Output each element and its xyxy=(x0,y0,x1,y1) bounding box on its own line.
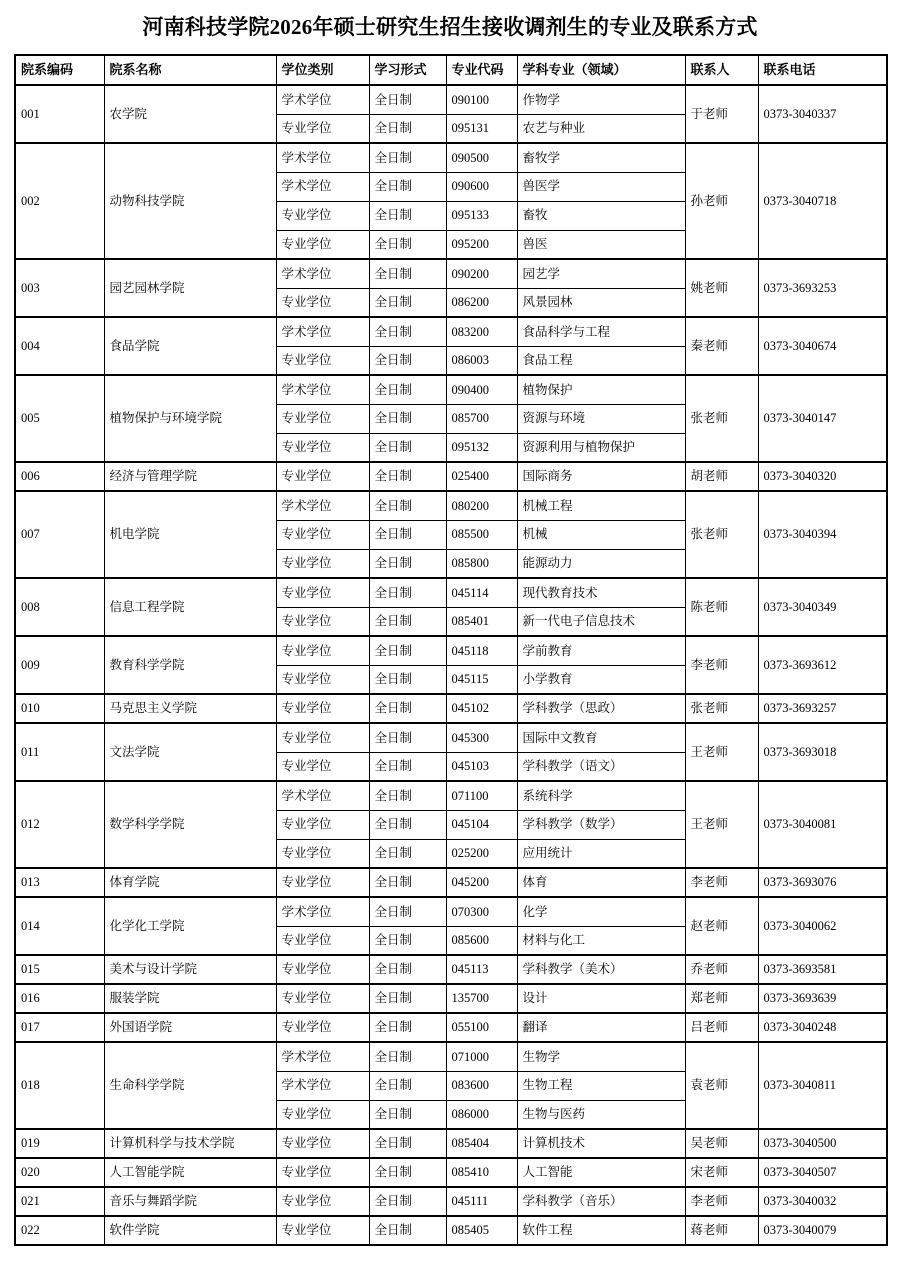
cell-degree-type: 专业学位 xyxy=(276,955,369,984)
cell-major-code: 090400 xyxy=(446,375,517,404)
cell-discipline-field: 学前教育 xyxy=(517,636,685,665)
cell-major-code: 086200 xyxy=(446,288,517,317)
cell-study-form: 全日制 xyxy=(369,607,446,636)
cell-degree-type: 学术学位 xyxy=(276,897,369,926)
cell-degree-type: 专业学位 xyxy=(276,1129,369,1158)
cell-discipline-field: 国际商务 xyxy=(517,462,685,491)
cell-study-form: 全日制 xyxy=(369,955,446,984)
cell-discipline-field: 现代教育技术 xyxy=(517,578,685,607)
column-header-major-code: 专业代码 xyxy=(446,55,517,85)
cell-study-form: 全日制 xyxy=(369,230,446,259)
cell-major-code: 090200 xyxy=(446,259,517,288)
cell-contact-phone: 0373-3040811 xyxy=(758,1042,887,1129)
cell-degree-type: 专业学位 xyxy=(276,723,369,752)
cell-department-name: 化学化工学院 xyxy=(104,897,276,955)
cell-degree-type: 学术学位 xyxy=(276,317,369,346)
cell-degree-type: 学术学位 xyxy=(276,172,369,201)
cell-discipline-field: 生物与医药 xyxy=(517,1100,685,1129)
cell-discipline-field: 资源与环境 xyxy=(517,404,685,433)
cell-major-code: 045300 xyxy=(446,723,517,752)
cell-contact-phone: 0373-3693253 xyxy=(758,259,887,317)
cell-degree-type: 学术学位 xyxy=(276,491,369,520)
cell-contact-person: 陈老师 xyxy=(685,578,758,636)
cell-contact-person: 宋老师 xyxy=(685,1158,758,1187)
cell-department-name: 马克思主义学院 xyxy=(104,694,276,723)
cell-study-form: 全日制 xyxy=(369,926,446,955)
cell-contact-person: 张老师 xyxy=(685,375,758,462)
cell-department-name: 动物科技学院 xyxy=(104,143,276,259)
column-header-discipline-field: 学科专业（领域） xyxy=(517,55,685,85)
cell-contact-person: 张老师 xyxy=(685,491,758,578)
cell-major-code: 085401 xyxy=(446,607,517,636)
column-header-study-form: 学习形式 xyxy=(369,55,446,85)
table-row xyxy=(15,1013,887,1042)
cell-degree-type: 专业学位 xyxy=(276,520,369,549)
cell-degree-type: 学术学位 xyxy=(276,259,369,288)
cell-major-code: 083200 xyxy=(446,317,517,346)
cell-contact-phone: 0373-3040507 xyxy=(758,1158,887,1187)
cell-major-code: 071000 xyxy=(446,1042,517,1071)
cell-study-form: 全日制 xyxy=(369,491,446,520)
cell-contact-phone: 0373-3040079 xyxy=(758,1216,887,1245)
cell-study-form: 全日制 xyxy=(369,201,446,230)
cell-major-code: 055100 xyxy=(446,1013,517,1042)
cell-department-code: 019 xyxy=(15,1129,104,1158)
cell-degree-type: 专业学位 xyxy=(276,810,369,839)
cell-contact-person: 李老师 xyxy=(685,636,758,694)
cell-discipline-field: 材料与化工 xyxy=(517,926,685,955)
cell-degree-type: 学术学位 xyxy=(276,375,369,404)
cell-department-name: 文法学院 xyxy=(104,723,276,781)
cell-study-form: 全日制 xyxy=(369,810,446,839)
cell-discipline-field: 学科教学（音乐） xyxy=(517,1187,685,1216)
cell-degree-type: 专业学位 xyxy=(276,549,369,578)
page-title: 河南科技学院2026年硕士研究生招生接收调剂生的专业及联系方式 xyxy=(142,15,758,39)
cell-major-code: 090500 xyxy=(446,143,517,172)
cell-study-form: 全日制 xyxy=(369,172,446,201)
column-header-department-code: 院系编码 xyxy=(15,55,104,85)
cell-department-code: 012 xyxy=(15,781,104,868)
cell-contact-phone: 0373-3040320 xyxy=(758,462,887,491)
cell-degree-type: 专业学位 xyxy=(276,404,369,433)
cell-contact-person: 王老师 xyxy=(685,781,758,868)
cell-discipline-field: 化学 xyxy=(517,897,685,926)
cell-contact-person: 张老师 xyxy=(685,694,758,723)
cell-contact-phone: 0373-3693639 xyxy=(758,984,887,1013)
cell-contact-phone: 0373-3040718 xyxy=(758,143,887,259)
cell-study-form: 全日制 xyxy=(369,781,446,810)
table-row xyxy=(15,984,887,1013)
cell-study-form: 全日制 xyxy=(369,404,446,433)
cell-study-form: 全日制 xyxy=(369,462,446,491)
cell-department-code: 006 xyxy=(15,462,104,491)
cell-department-code: 009 xyxy=(15,636,104,694)
cell-discipline-field: 兽医学 xyxy=(517,172,685,201)
cell-major-code: 045118 xyxy=(446,636,517,665)
cell-department-name: 服装学院 xyxy=(104,984,276,1013)
cell-contact-person: 吕老师 xyxy=(685,1013,758,1042)
cell-degree-type: 学术学位 xyxy=(276,85,369,114)
cell-study-form: 全日制 xyxy=(369,636,446,665)
cell-discipline-field: 学科教学（思政） xyxy=(517,694,685,723)
cell-discipline-field: 机械 xyxy=(517,520,685,549)
cell-major-code: 045103 xyxy=(446,752,517,781)
table-row xyxy=(15,317,887,346)
cell-discipline-field: 畜牧学 xyxy=(517,143,685,172)
cell-degree-type: 专业学位 xyxy=(276,1216,369,1245)
cell-contact-phone: 0373-3040147 xyxy=(758,375,887,462)
cell-department-name: 计算机科学与技术学院 xyxy=(104,1129,276,1158)
cell-contact-phone: 0373-3693018 xyxy=(758,723,887,781)
cell-department-name: 数学科学学院 xyxy=(104,781,276,868)
cell-degree-type: 专业学位 xyxy=(276,665,369,694)
table-row xyxy=(15,143,887,172)
cell-department-name: 园艺园林学院 xyxy=(104,259,276,317)
column-header-contact-person: 联系人 xyxy=(685,55,758,85)
cell-major-code: 083600 xyxy=(446,1071,517,1100)
cell-degree-type: 专业学位 xyxy=(276,1158,369,1187)
cell-study-form: 全日制 xyxy=(369,723,446,752)
cell-department-name: 机电学院 xyxy=(104,491,276,578)
cell-degree-type: 专业学位 xyxy=(276,636,369,665)
table-row xyxy=(15,868,887,897)
cell-department-name: 体育学院 xyxy=(104,868,276,897)
cell-department-code: 008 xyxy=(15,578,104,636)
cell-contact-person: 李老师 xyxy=(685,868,758,897)
cell-major-code: 045115 xyxy=(446,665,517,694)
cell-contact-person: 赵老师 xyxy=(685,897,758,955)
cell-discipline-field: 生物学 xyxy=(517,1042,685,1071)
cell-degree-type: 专业学位 xyxy=(276,433,369,462)
cell-study-form: 全日制 xyxy=(369,1100,446,1129)
cell-contact-phone: 0373-3040500 xyxy=(758,1129,887,1158)
cell-discipline-field: 兽医 xyxy=(517,230,685,259)
cell-department-name: 食品学院 xyxy=(104,317,276,375)
cell-degree-type: 专业学位 xyxy=(276,230,369,259)
cell-study-form: 全日制 xyxy=(369,433,446,462)
cell-department-code: 011 xyxy=(15,723,104,781)
cell-contact-person: 孙老师 xyxy=(685,143,758,259)
cell-contact-person: 乔老师 xyxy=(685,955,758,984)
cell-discipline-field: 新一代电子信息技术 xyxy=(517,607,685,636)
cell-contact-phone: 0373-3693257 xyxy=(758,694,887,723)
table-row xyxy=(15,1216,887,1245)
cell-contact-phone: 0373-3040081 xyxy=(758,781,887,868)
cell-contact-phone: 0373-3040674 xyxy=(758,317,887,375)
cell-discipline-field: 作物学 xyxy=(517,85,685,114)
cell-contact-person: 郑老师 xyxy=(685,984,758,1013)
cell-department-code: 017 xyxy=(15,1013,104,1042)
cell-department-name: 教育科学学院 xyxy=(104,636,276,694)
cell-study-form: 全日制 xyxy=(369,1042,446,1071)
cell-contact-phone: 0373-3693076 xyxy=(758,868,887,897)
cell-degree-type: 专业学位 xyxy=(276,926,369,955)
cell-department-name: 生命科学学院 xyxy=(104,1042,276,1129)
cell-major-code: 086003 xyxy=(446,346,517,375)
cell-degree-type: 专业学位 xyxy=(276,1100,369,1129)
column-header-department-name: 院系名称 xyxy=(104,55,276,85)
cell-discipline-field: 机械工程 xyxy=(517,491,685,520)
cell-discipline-field: 人工智能 xyxy=(517,1158,685,1187)
cell-department-name: 信息工程学院 xyxy=(104,578,276,636)
table-row xyxy=(15,694,887,723)
cell-contact-phone: 0373-3040394 xyxy=(758,491,887,578)
cell-major-code: 090100 xyxy=(446,85,517,114)
cell-major-code: 086000 xyxy=(446,1100,517,1129)
cell-contact-phone: 0373-3040248 xyxy=(758,1013,887,1042)
cell-department-code: 022 xyxy=(15,1216,104,1245)
table-row xyxy=(15,491,887,520)
cell-discipline-field: 软件工程 xyxy=(517,1216,685,1245)
cell-degree-type: 专业学位 xyxy=(276,462,369,491)
cell-department-code: 020 xyxy=(15,1158,104,1187)
cell-contact-person: 姚老师 xyxy=(685,259,758,317)
cell-degree-type: 专业学位 xyxy=(276,1187,369,1216)
cell-discipline-field: 学科教学（美术） xyxy=(517,955,685,984)
cell-contact-phone: 0373-3040337 xyxy=(758,85,887,143)
cell-department-code: 014 xyxy=(15,897,104,955)
cell-discipline-field: 体育 xyxy=(517,868,685,897)
cell-study-form: 全日制 xyxy=(369,346,446,375)
cell-study-form: 全日制 xyxy=(369,1129,446,1158)
cell-department-name: 美术与设计学院 xyxy=(104,955,276,984)
cell-major-code: 085600 xyxy=(446,926,517,955)
cell-department-code: 005 xyxy=(15,375,104,462)
cell-study-form: 全日制 xyxy=(369,520,446,549)
cell-major-code: 045111 xyxy=(446,1187,517,1216)
cell-contact-person: 王老师 xyxy=(685,723,758,781)
cell-department-code: 003 xyxy=(15,259,104,317)
cell-degree-type: 专业学位 xyxy=(276,694,369,723)
cell-major-code: 085404 xyxy=(446,1129,517,1158)
cell-contact-phone: 0373-3040032 xyxy=(758,1187,887,1216)
cell-degree-type: 学术学位 xyxy=(276,1071,369,1100)
cell-study-form: 全日制 xyxy=(369,288,446,317)
cell-department-name: 经济与管理学院 xyxy=(104,462,276,491)
table-row xyxy=(15,723,887,752)
cell-major-code: 095131 xyxy=(446,114,517,143)
table-row xyxy=(15,1187,887,1216)
cell-major-code: 045104 xyxy=(446,810,517,839)
cell-major-code: 090600 xyxy=(446,172,517,201)
cell-degree-type: 专业学位 xyxy=(276,288,369,317)
cell-major-code: 085405 xyxy=(446,1216,517,1245)
cell-discipline-field: 计算机技术 xyxy=(517,1129,685,1158)
cell-major-code: 045113 xyxy=(446,955,517,984)
cell-major-code: 025200 xyxy=(446,839,517,868)
table-row xyxy=(15,1129,887,1158)
cell-discipline-field: 系统科学 xyxy=(517,781,685,810)
table-row xyxy=(15,1042,887,1071)
table-row xyxy=(15,781,887,810)
cell-degree-type: 学术学位 xyxy=(276,781,369,810)
cell-department-code: 001 xyxy=(15,85,104,143)
cell-study-form: 全日制 xyxy=(369,694,446,723)
cell-degree-type: 专业学位 xyxy=(276,114,369,143)
cell-discipline-field: 生物工程 xyxy=(517,1071,685,1100)
cell-major-code: 045102 xyxy=(446,694,517,723)
table-row xyxy=(15,375,887,404)
cell-contact-person: 吴老师 xyxy=(685,1129,758,1158)
cell-department-code: 010 xyxy=(15,694,104,723)
cell-discipline-field: 能源动力 xyxy=(517,549,685,578)
cell-study-form: 全日制 xyxy=(369,259,446,288)
cell-discipline-field: 畜牧 xyxy=(517,201,685,230)
cell-discipline-field: 风景园林 xyxy=(517,288,685,317)
cell-major-code: 085800 xyxy=(446,549,517,578)
cell-study-form: 全日制 xyxy=(369,375,446,404)
cell-degree-type: 专业学位 xyxy=(276,578,369,607)
cell-major-code: 085500 xyxy=(446,520,517,549)
column-header-degree-type: 学位类别 xyxy=(276,55,369,85)
cell-study-form: 全日制 xyxy=(369,665,446,694)
cell-study-form: 全日制 xyxy=(369,868,446,897)
column-header-contact-phone: 联系电话 xyxy=(758,55,887,85)
cell-contact-person: 于老师 xyxy=(685,85,758,143)
cell-department-name: 软件学院 xyxy=(104,1216,276,1245)
admission-transfer-table xyxy=(14,54,888,1246)
cell-discipline-field: 食品科学与工程 xyxy=(517,317,685,346)
cell-study-form: 全日制 xyxy=(369,1216,446,1245)
cell-discipline-field: 小学教育 xyxy=(517,665,685,694)
cell-major-code: 085410 xyxy=(446,1158,517,1187)
cell-study-form: 全日制 xyxy=(369,752,446,781)
cell-department-code: 015 xyxy=(15,955,104,984)
cell-degree-type: 专业学位 xyxy=(276,984,369,1013)
cell-discipline-field: 食品工程 xyxy=(517,346,685,375)
cell-study-form: 全日制 xyxy=(369,897,446,926)
cell-department-name: 音乐与舞蹈学院 xyxy=(104,1187,276,1216)
cell-degree-type: 专业学位 xyxy=(276,201,369,230)
cell-study-form: 全日制 xyxy=(369,1187,446,1216)
cell-major-code: 045200 xyxy=(446,868,517,897)
header-row xyxy=(15,55,887,85)
table-row xyxy=(15,259,887,288)
cell-major-code: 080200 xyxy=(446,491,517,520)
cell-department-code: 018 xyxy=(15,1042,104,1129)
cell-department-code: 002 xyxy=(15,143,104,259)
cell-study-form: 全日制 xyxy=(369,578,446,607)
table-body xyxy=(15,85,887,1245)
cell-major-code: 095200 xyxy=(446,230,517,259)
cell-discipline-field: 应用统计 xyxy=(517,839,685,868)
cell-major-code: 070300 xyxy=(446,897,517,926)
table-row xyxy=(15,1158,887,1187)
cell-degree-type: 学术学位 xyxy=(276,1042,369,1071)
table-row xyxy=(15,85,887,114)
cell-major-code: 071100 xyxy=(446,781,517,810)
cell-degree-type: 专业学位 xyxy=(276,1013,369,1042)
cell-contact-person: 秦老师 xyxy=(685,317,758,375)
cell-degree-type: 专业学位 xyxy=(276,346,369,375)
cell-degree-type: 专业学位 xyxy=(276,607,369,636)
cell-department-code: 016 xyxy=(15,984,104,1013)
cell-contact-phone: 0373-3693581 xyxy=(758,955,887,984)
cell-degree-type: 专业学位 xyxy=(276,839,369,868)
cell-major-code: 135700 xyxy=(446,984,517,1013)
cell-major-code: 045114 xyxy=(446,578,517,607)
cell-degree-type: 学术学位 xyxy=(276,143,369,172)
cell-contact-phone: 0373-3040349 xyxy=(758,578,887,636)
cell-study-form: 全日制 xyxy=(369,549,446,578)
table-row xyxy=(15,578,887,607)
cell-department-name: 植物保护与环境学院 xyxy=(104,375,276,462)
cell-study-form: 全日制 xyxy=(369,114,446,143)
cell-study-form: 全日制 xyxy=(369,1013,446,1042)
cell-department-code: 004 xyxy=(15,317,104,375)
cell-discipline-field: 翻译 xyxy=(517,1013,685,1042)
cell-discipline-field: 学科教学（数学） xyxy=(517,810,685,839)
cell-study-form: 全日制 xyxy=(369,143,446,172)
cell-contact-phone: 0373-3040062 xyxy=(758,897,887,955)
cell-department-name: 人工智能学院 xyxy=(104,1158,276,1187)
cell-contact-person: 袁老师 xyxy=(685,1042,758,1129)
cell-discipline-field: 设计 xyxy=(517,984,685,1013)
cell-contact-person: 蒋老师 xyxy=(685,1216,758,1245)
cell-study-form: 全日制 xyxy=(369,839,446,868)
cell-degree-type: 专业学位 xyxy=(276,752,369,781)
table-row xyxy=(15,636,887,665)
cell-department-code: 021 xyxy=(15,1187,104,1216)
cell-contact-person: 李老师 xyxy=(685,1187,758,1216)
cell-major-code: 025400 xyxy=(446,462,517,491)
cell-department-code: 013 xyxy=(15,868,104,897)
table-row xyxy=(15,897,887,926)
cell-study-form: 全日制 xyxy=(369,1071,446,1100)
table-row xyxy=(15,955,887,984)
cell-study-form: 全日制 xyxy=(369,1158,446,1187)
cell-department-name: 农学院 xyxy=(104,85,276,143)
cell-discipline-field: 资源利用与植物保护 xyxy=(517,433,685,462)
cell-discipline-field: 植物保护 xyxy=(517,375,685,404)
cell-contact-phone: 0373-3693612 xyxy=(758,636,887,694)
cell-degree-type: 专业学位 xyxy=(276,868,369,897)
cell-study-form: 全日制 xyxy=(369,317,446,346)
cell-major-code: 085700 xyxy=(446,404,517,433)
cell-major-code: 095132 xyxy=(446,433,517,462)
cell-study-form: 全日制 xyxy=(369,85,446,114)
table-row xyxy=(15,462,887,491)
cell-contact-person: 胡老师 xyxy=(685,462,758,491)
cell-discipline-field: 园艺学 xyxy=(517,259,685,288)
cell-study-form: 全日制 xyxy=(369,984,446,1013)
cell-department-code: 007 xyxy=(15,491,104,578)
table-header xyxy=(15,55,887,85)
cell-discipline-field: 国际中文教育 xyxy=(517,723,685,752)
cell-discipline-field: 农艺与种业 xyxy=(517,114,685,143)
cell-major-code: 095133 xyxy=(446,201,517,230)
cell-discipline-field: 学科教学（语文） xyxy=(517,752,685,781)
cell-department-name: 外国语学院 xyxy=(104,1013,276,1042)
